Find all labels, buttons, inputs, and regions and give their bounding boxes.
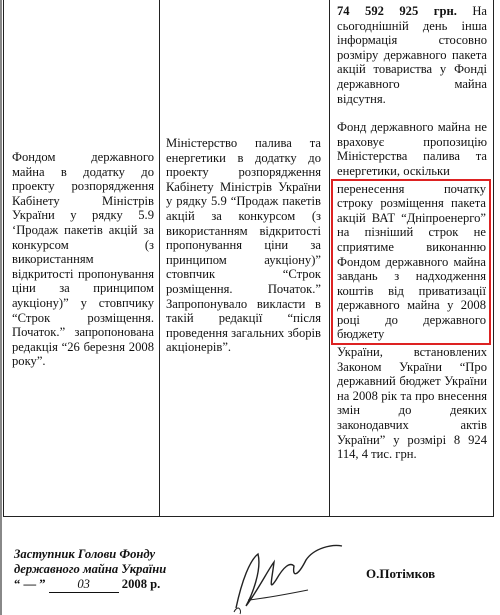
fund-response-cell: [337, 4, 487, 462]
table-divider-2: [329, 0, 330, 517]
highlighted-reason: [331, 179, 491, 346]
share-value-amount: 74 592 925 грн.: [337, 4, 457, 18]
ministry-proposal-text: Міністерство палива та енергетики в додатку до проекту розпорядження Кабінету Міністрів України у рядку 5.9 “Продаж пакетів акцій за конкурсом (з використанням відкритості пропонування ціни за принципом аукціону)” стовпчик “Строк розміщення. Початок.” Запропонувало викласти в такій редакції “після проведення загальних зборів акціонерів”.: [166, 136, 321, 355]
budget-law-text: України, встановлених Законом України “Про державний бюджет України на 2008 рік та про внесення змін до деяких законодавчих актів України” у розмірі 8 924 114, 4 тис. грн.: [337, 345, 487, 462]
signatory-block: [14, 547, 166, 593]
signatory-name: О.Потімков: [366, 566, 436, 581]
table-border-right: [493, 0, 494, 517]
no-info-text: На сьогоднішній день інша інформація стосовно розміру державного пакета акцій товариства у Фонді державного майна відсутня.: [337, 4, 487, 106]
date-year: 2008 р.: [121, 577, 161, 591]
handwritten-signature: [228, 540, 348, 615]
table-divider-1: [159, 0, 160, 517]
table-border-left: [3, 0, 4, 517]
table-bottom-border: [3, 516, 493, 517]
fund-position-text: Фондом державного майна в додатку до проекту розпорядження Кабінету Міністрів України у рядку 5.9 ‘Продаж пакетів акцій за конкурсом (з використанням відкритості пропонування ціни за принципом аукціону)” у стовпчику “Строк розміщення. Початок.” запропонована редакція “26 березня 2008 року”.: [12, 150, 154, 369]
fund-position-cell: [12, 150, 154, 369]
highlighted-reason-text: перенесення початку строку розміщення пакета акцій ВАТ “Дніпроенерго” на пізніший строк не сприятиме виконанню Фондом державного майна завдань з надходження коштів від приватизації державного майна у 2008 році до державного бюджету: [337, 181, 486, 342]
scan-edge: [0, 0, 2, 615]
date-month: 03: [49, 577, 119, 593]
ministry-proposal-cell: [166, 136, 321, 355]
signatory-title-line2: державного майна України: [14, 562, 167, 576]
rejection-intro: Фонд державного майна не враховує пропозицію Міністерства палива та енергетики, оскільки: [337, 120, 487, 178]
signatory-title-line1: Заступник Голови Фонду: [14, 547, 156, 561]
signing-date: [14, 577, 166, 593]
date-day: “ — ”: [14, 577, 46, 591]
